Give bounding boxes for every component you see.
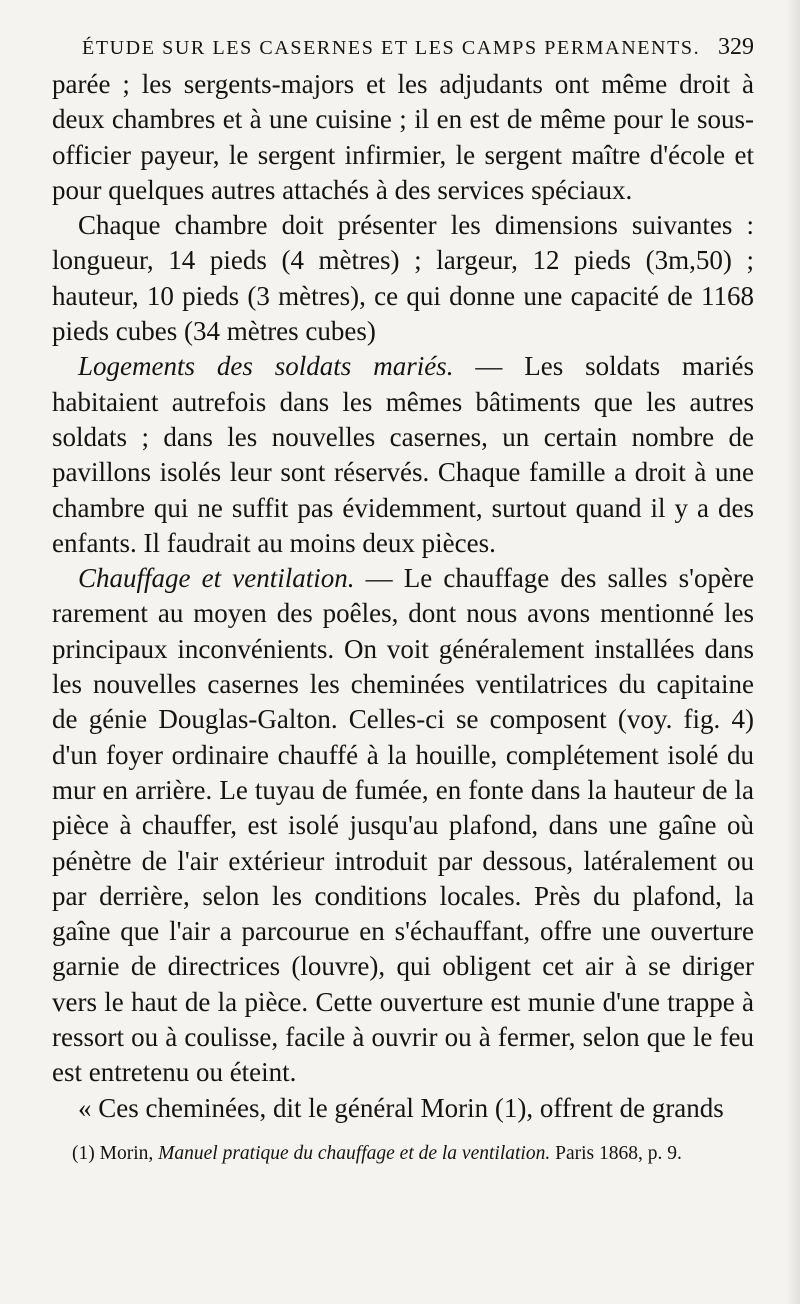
footnote-marker: (1) bbox=[72, 1142, 95, 1164]
running-head-title: ÉTUDE SUR LES CASERNES ET LES CAMPS PERMANENTS. bbox=[82, 37, 701, 59]
paragraph-quote-start bbox=[52, 1091, 754, 1126]
page-number: 329 bbox=[718, 34, 754, 60]
paragraph-dimensions bbox=[52, 208, 754, 349]
paragraph-text: — Les soldats mariés habitaient autrefois dans les mêmes bâtiments que les autres soldats ; dans les nouvelles casernes, un certain nombre de pavillons isolés leur sont réservés. Chaque famille a droit à une chambre qui ne suffit pas évidemment, surtout quand il y a des enfants. Il faudrait au moins deux pièces. bbox=[52, 351, 754, 558]
paragraph-text: parée ; les sergents-majors et les adjudants ont même droit à deux chambres et à une cuisine ; il en est de même pour le sous-officier payeur, le sergent infirmier, le sergent maître d'école et pour quelques autres attachés à des services spéciaux. bbox=[52, 69, 754, 205]
paragraph-text: — Le chauffage des salles s'opère rarement au moyen des poêles, dont nous avons mentionné les principaux inconvénients. On voit généralement installées dans les nouvelles casernes les cheminées ventilatrices du capitaine de génie Douglas-Galton. Celles-ci se composent (voy. fig. 4) d'un foyer ordinaire chauffé à la houille, complétement isolé du mur en arrière. Le tuyau de fumée, en fonte dans la hauteur de la pièce à chauffer, est isolé jusqu'au plafond, dans une gaîne où pénètre de l'air extérieur introduit par dessous, latéralement ou par derrière, selon les conditions locales. Près du plafond, la gaîne que l'air a parcourue en s'échauffant, offre une ouverture garnie de directrices (louvre), qui obligent cet air à se diriger vers le haut de la pièce. Cette ouverture est munie d'une trappe à ressort ou à coulisse, facile à ouvrir ou à fermer, selon que le feu est entretenu ou éteint. bbox=[52, 563, 754, 1088]
footnote-rest: Paris 1868, p. 9. bbox=[555, 1142, 682, 1164]
paragraph-lead: Chauffage et ventilation. bbox=[78, 563, 355, 594]
footnote-author: Morin, bbox=[99, 1142, 154, 1164]
running-head bbox=[52, 34, 754, 61]
paragraph-text: Chaque chambre doit présenter les dimensions suivantes : longueur, 14 pieds (4 mètres) ; largeur, 12 pieds (3m,50) ; hauteur, 10 pieds (3 mètres), ce qui donne une capacité de 1168 pieds cubes (34 mètres cubes) bbox=[52, 210, 754, 347]
footnote-title: Manuel pratique du chauffage et de la ventilation. bbox=[158, 1142, 551, 1164]
paragraph-married-soldiers bbox=[52, 349, 754, 561]
paragraph-continuation bbox=[52, 67, 754, 208]
paragraph-lead: Logements des soldats mariés. bbox=[78, 351, 454, 382]
page-edge-shadow bbox=[786, 0, 800, 1304]
body-text bbox=[52, 67, 754, 1126]
paragraph-heating-ventilation bbox=[52, 561, 754, 1090]
footnote bbox=[52, 1140, 754, 1167]
paragraph-text: « Ces cheminées, dit le général Morin (1), offrent de grands bbox=[78, 1092, 724, 1123]
